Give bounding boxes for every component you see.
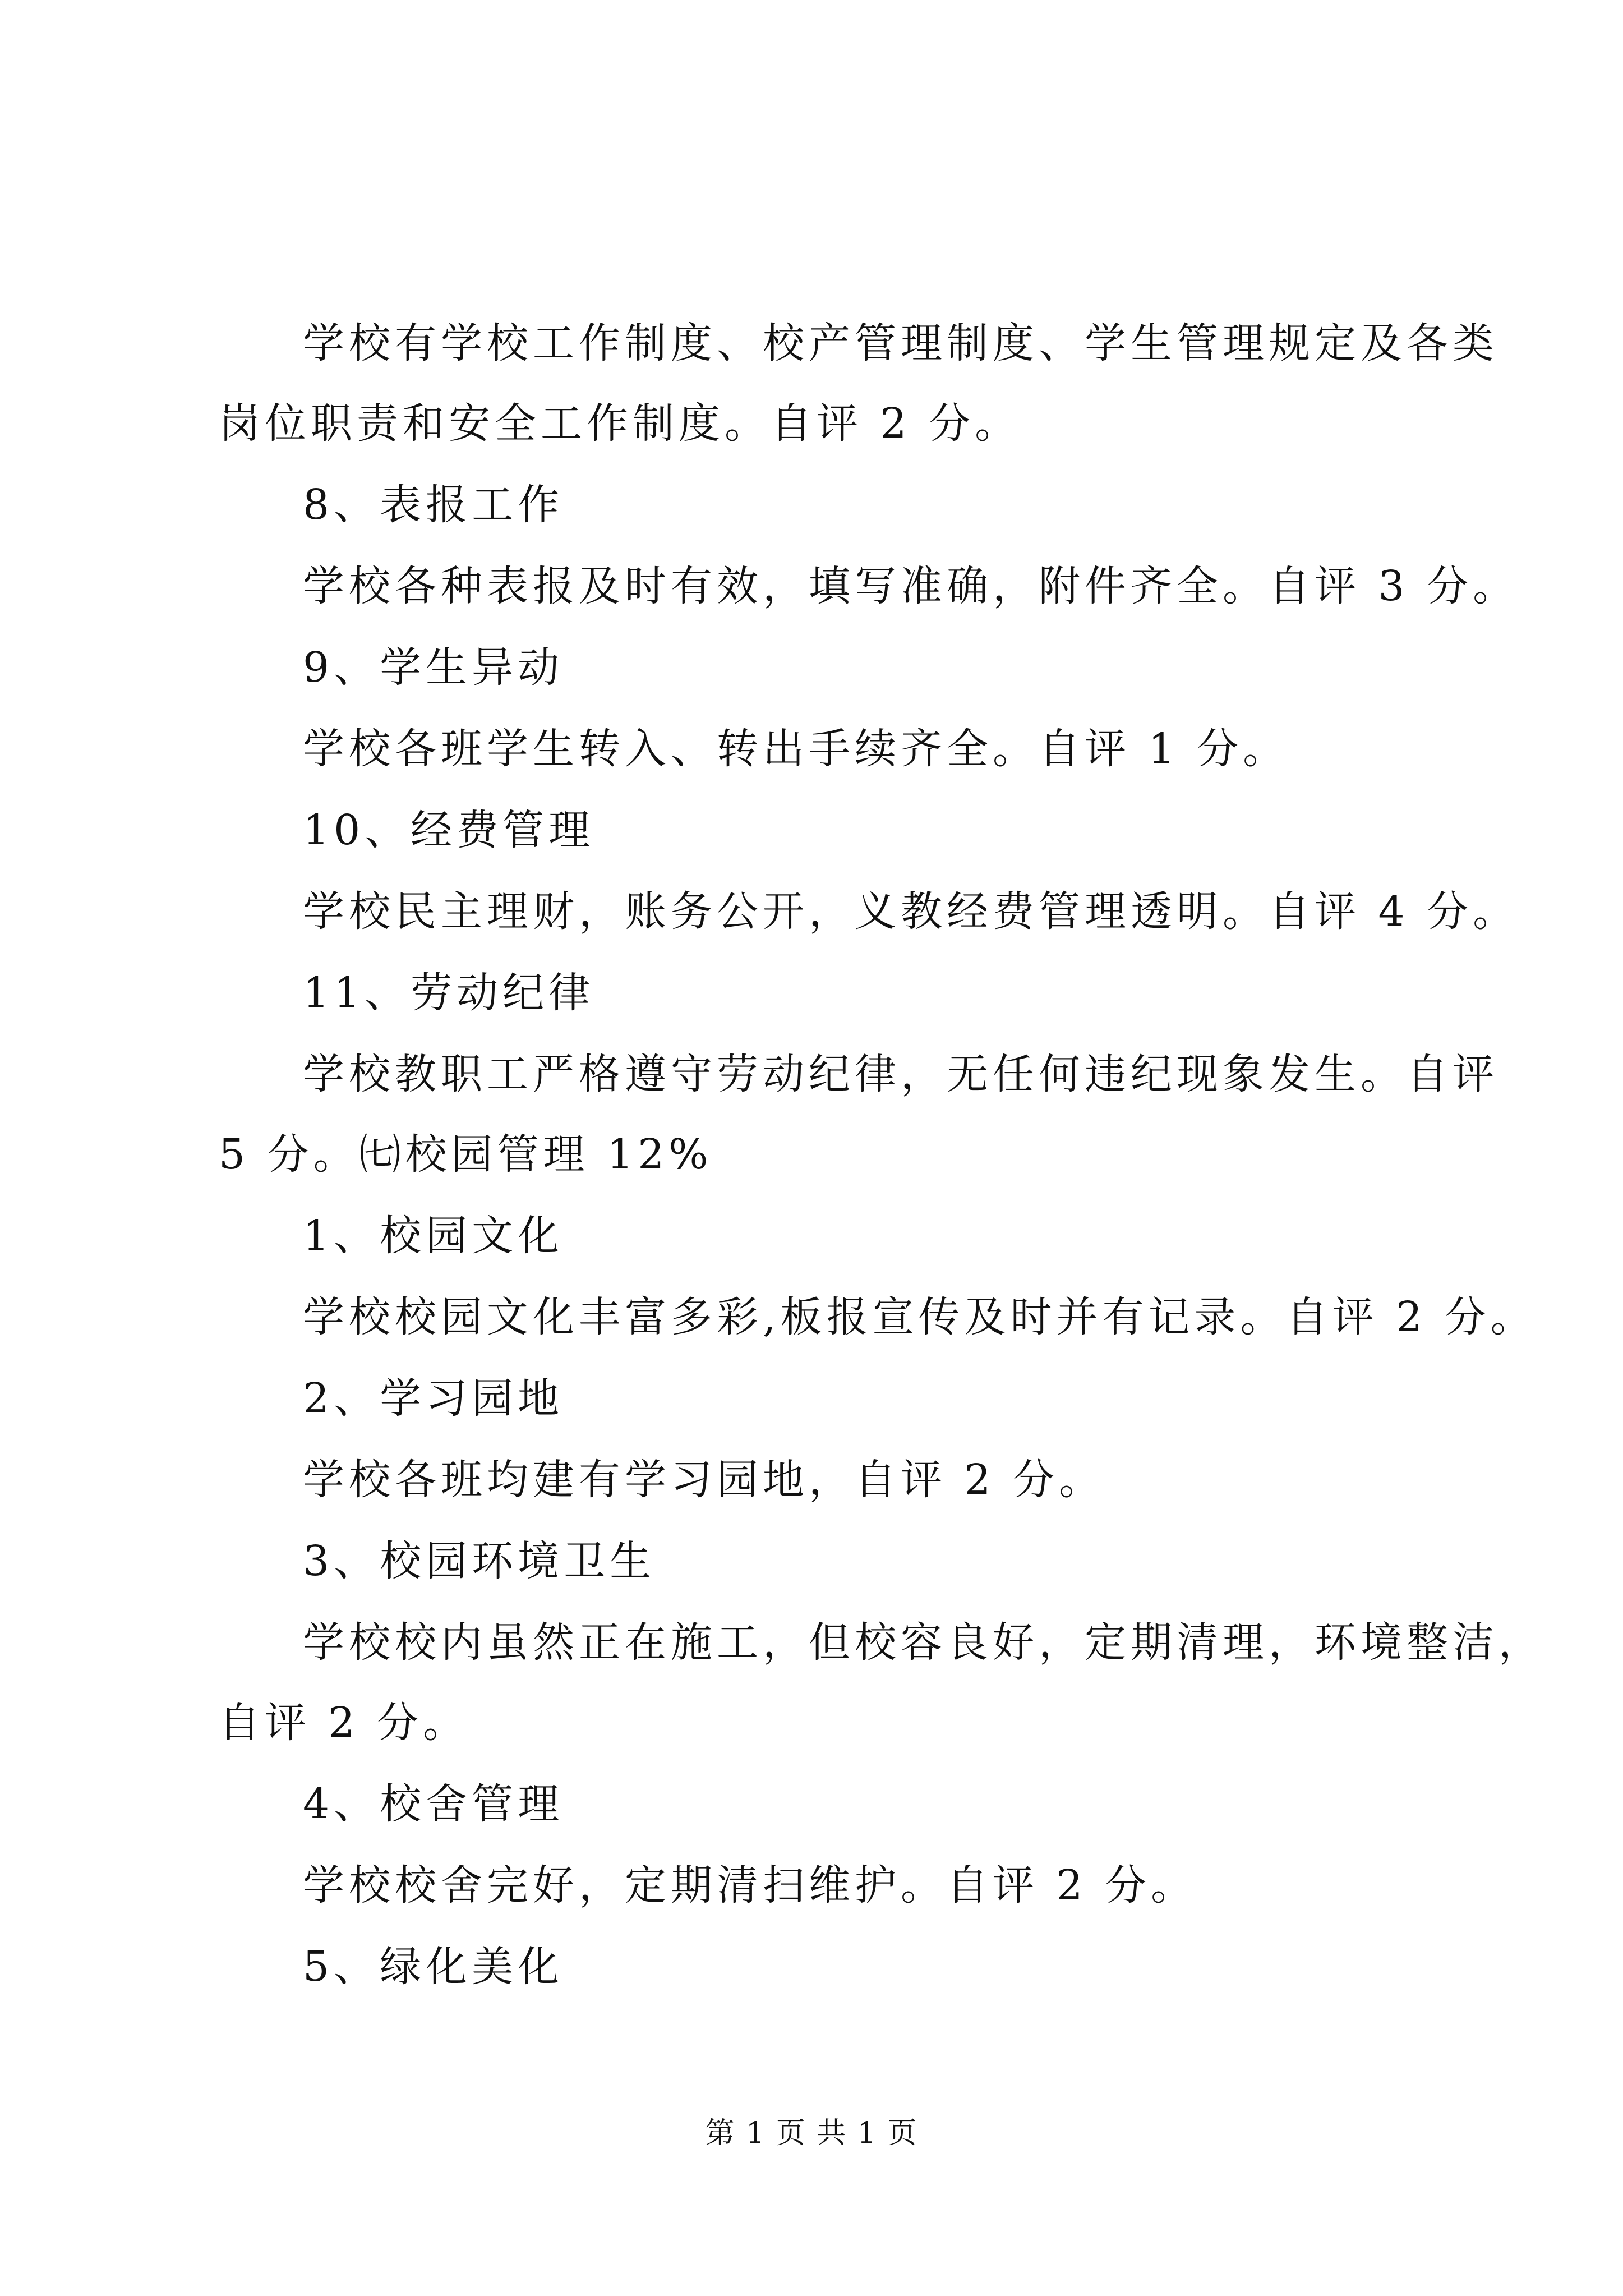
section-heading: 5、绿化美化	[303, 1943, 564, 1991]
paragraph-line: 学校各班均建有学习园地，自评 2 分。	[303, 1456, 1105, 1504]
paragraph-line: 5 分。㈦校园管理 12%	[219, 1130, 713, 1179]
paragraph-line: 学校各班学生转入、转出手续齐全。自评 1 分。	[303, 725, 1289, 773]
paragraph-line: 学校教职工严格遵守劳动纪律，无任何违纪现象发生。自评	[303, 1050, 1498, 1098]
paragraph-line: 学校有学校工作制度、校产管理制度、学生管理规定及各类	[303, 319, 1498, 367]
paragraph-line: 岗位职责和安全工作制度。自评 2 分。	[219, 399, 1021, 448]
section-heading: 11、劳动纪律	[303, 969, 595, 1017]
paragraph-line: 学校校内虽然正在施工，但校容良好，定期清理，环境整洁，	[303, 1618, 1544, 1667]
paragraph-line: 学校校舍完好，定期清扫维护。自评 2 分。	[303, 1861, 1197, 1910]
section-heading: 10、经费管理	[303, 806, 595, 854]
section-heading: 3、校园环境卫生	[303, 1537, 656, 1585]
section-heading: 4、校舍管理	[303, 1780, 564, 1828]
paragraph-line: 学校民主理财，账务公开，义教经费管理透明。自评 4 分。	[303, 887, 1519, 936]
paragraph-line: 学校校园文化丰富多彩,板报宣传及时并有记录。自评 2 分。	[303, 1293, 1537, 1341]
paragraph-line: 学校各种表报及时有效，填写准确，附件齐全。自评 3 分。	[303, 562, 1519, 610]
document-body	[219, 303, 1544, 2008]
section-heading: 9、学生异动	[303, 643, 564, 692]
section-heading: 1、校园文化	[303, 1212, 564, 1260]
page-number-footer: 第 1 页 共 1 页	[705, 2116, 918, 2150]
paragraph-line: 自评 2 分。	[219, 1699, 469, 1747]
section-heading: 2、学习园地	[303, 1374, 564, 1423]
section-heading: 8、表报工作	[303, 481, 564, 529]
